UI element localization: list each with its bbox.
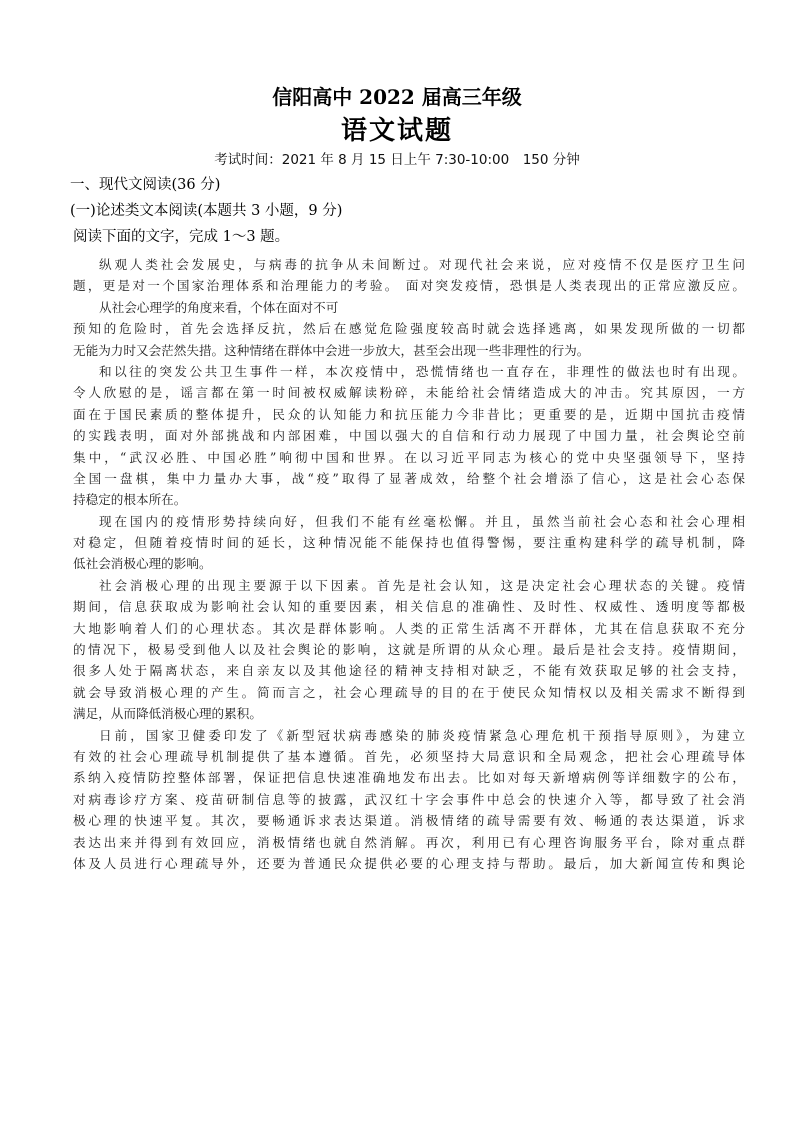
passage-line: 从社会心理学的角度来看，个体在面对不可 <box>99 299 339 315</box>
passage-line: 全国一盘棋，集中力量办大事，战“疫”取得了显著成效，给整个社会增添了信心，这是社会心态保 <box>73 470 745 486</box>
passage-line: 社会消极心理的出现主要源于以下因素。首先是社会认知，这是决定社会心理状态的关键。疫情 <box>99 577 745 593</box>
passage-line: 面在于国民素质的整体提升，民众的认知能力和抗压能力今非昔比；更重要的是，近期中国抗击疫情 <box>73 406 745 422</box>
passage-line: 纵观人类社会发展史，与病毒的抗争从未间断过。对现代社会来说，应对疫情不仅是医疗卫生问 <box>99 257 745 272</box>
passage-line: 和以往的突发公共卫生事件一样，本次疫情中，恐慌情绪也一直存在，非理性的做法也时有出现。 <box>99 363 745 379</box>
passage-line: 对病毒诊疗方案、疫苗研制信息等的披露，武汉红十字会事件中总会的快速介入等，都导致了社会消 <box>73 791 745 807</box>
passage-line: 期间，信息获取成为影响社会认知的重要因素，相关信息的准确性、及时性、权威性、透明度等都极 <box>73 599 745 615</box>
passage-line: 低社会消极心理的影响。 <box>73 556 212 572</box>
exam-time-info: 考试时间：2021 年 8 月 15 日上午 7:30-10:00 150 分钟 <box>214 152 580 168</box>
passage-line: 有效的社会心理疏导机制提供了基本遵循。首先，必须坚持大局意识和全局观念，把社会心理疏导体 <box>73 748 745 764</box>
exam-subject-title: 语文试题 <box>340 116 453 146</box>
passage-line: 集中，“武汉必胜、中国必胜”响彻中国和世界。在以习近平同志为核心的党中央坚强领导下，坚持 <box>73 449 745 465</box>
passage-line: 预知的危险时，首先会选择反抗，然后在感觉危险强度较高时就会选择逃离，如果发现所做的一切都 <box>73 321 745 337</box>
section-heading-argumentative: (一)论述类文本阅读(本题共 3 小题，9 分) <box>70 203 343 219</box>
passage-line: 就会导致消极心理的产生。简而言之，社会心理疏导的目的在于使民众知情权以及相关需求不断得到 <box>73 684 745 700</box>
passage-line: 的情况下，极易受到他人以及社会舆论的影响，这就是所谓的从众心理。最后是社会支持。疫情期间， <box>73 642 745 658</box>
passage-line: 令人欣慰的是，谣言都在第一时间被权威解读粉碎，未能给社会情绪造成大的冲击。究其原因，一方 <box>73 385 745 401</box>
reading-instruction: 阅读下面的文字，完成 1～3 题。 <box>73 229 290 245</box>
passage-line: 的实践表明，面对外部挑战和内部困难，中国以强大的自信和行动力展现了中国力量，社会舆论空前 <box>73 428 745 444</box>
passage-line: 大地影响着人们的心理状态。其次是群体影响。人类的正常生活离不开群体，尤其在信息获取不充分 <box>73 620 745 636</box>
passage-line: 满足，从而降低消极心理的累积。 <box>73 706 262 722</box>
section-heading-part1: 一、现代文阅读(36 分) <box>70 177 221 193</box>
passage-line: 题，更是对一个国家治理体系和治理能力的考验。 面对突发疫情，恐惧是人类表现出的正常应激反应。 <box>73 278 745 294</box>
passage-line: 持稳定的根本所在。 <box>73 492 187 508</box>
passage-line: 日前，国家卫健委印发了《新型冠状病毒感染的肺炎疫情紧急心理危机干预指导原则》，为建立 <box>99 727 745 743</box>
passage-line: 体及人员进行心理疏导外，还要为普通民众提供必要的心理支持与帮助。最后，加大新闻宣传和舆论 <box>73 855 745 871</box>
passage-line: 无能为力时又会茫然失措。这种情绪在群体中会进一步放大，甚至会出现一些非理性的行为。 <box>73 342 590 358</box>
passage <box>73 254 745 874</box>
passage-line: 很多人处于隔离状态，来自亲友以及其他途径的精神支持相对缺乏，不能有效获取足够的社会支持， <box>73 663 745 679</box>
passage-line: 现在国内的疫情形势持续向好，但我们不能有丝毫松懈。并且，虽然当前社会心态和社会心理相 <box>99 513 745 529</box>
passage-line: 对稳定，但随着疫情时间的延长，这种情况能不能保持也值得警惕，要注重构建科学的疏导机制，降 <box>73 535 745 551</box>
passage-line: 表达出来并得到有效回应，消极情绪也就自然消解。再次，利用已有心理咨询服务平台，除对重点群 <box>73 834 745 850</box>
exam-school-title: 信阳高中 2022 届高三年级 <box>272 85 522 109</box>
passage-line: 极心理的快速平复。其次，要畅通诉求表达渠道。消极情绪的疏导需要有效、畅通的表达渠道，诉求 <box>73 813 745 829</box>
passage-line: 系纳入疫情防控整体部署，保证把信息快速准确地发布出去。比如对每天新增病例等详细数字的公布， <box>73 770 745 786</box>
